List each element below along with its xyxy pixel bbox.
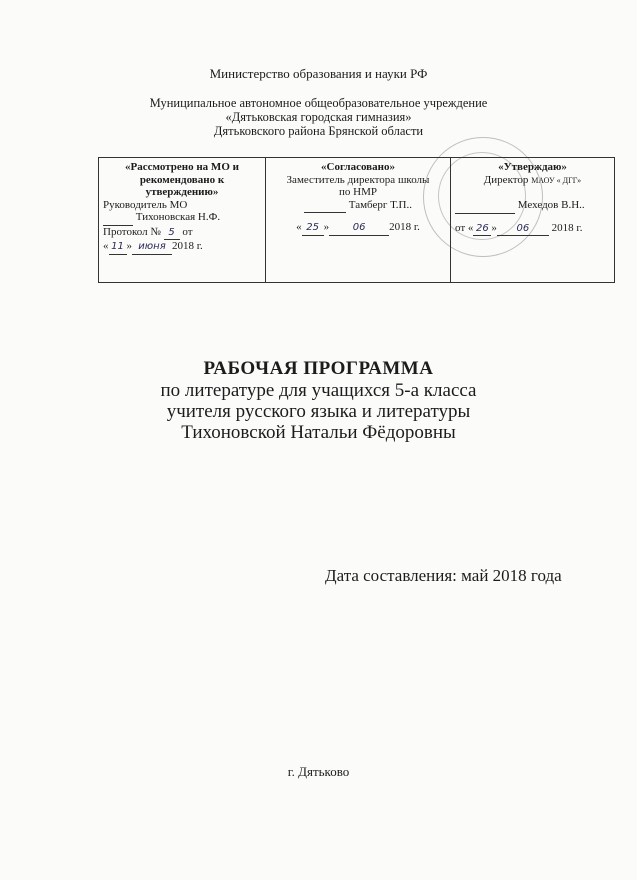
date-day: 11 [109, 241, 127, 255]
date-year: 2018 г. [172, 240, 203, 252]
approved-signature-line [455, 199, 610, 214]
compile-date: Дата составления: май 2018 года [325, 566, 562, 585]
institution-line: «Дятьковская городская гимназия» [225, 110, 412, 124]
approved-role-line [455, 174, 610, 188]
agreed-name: Тамберг Т.П.. [348, 198, 412, 211]
approved-role: Директор [483, 173, 529, 186]
protocol-label: Протокол № [103, 225, 161, 238]
date-year: 2018 г. [551, 221, 583, 234]
approved-name: Мехедов В.Н.. [517, 199, 585, 211]
date-month: июня [132, 241, 172, 255]
subtitle-line: учителя русского языка и литературы [166, 401, 471, 422]
document-title: РАБОЧАЯ ПРОГРАММА [203, 358, 434, 379]
agreed-title: «Согласовано» [321, 161, 395, 173]
agreed-date-line: « 25 » 06 2018 г. [270, 221, 446, 236]
protocol-suffix: от [182, 225, 193, 238]
document-subtitle [0, 380, 637, 443]
protocol-number: 5 [164, 227, 180, 241]
considered-name: Тихоновская Н.Ф. [135, 211, 221, 223]
ministry-name: Министерство образования и науки РФ [209, 66, 428, 81]
institution-line: Дятьковского района Брянской области [213, 124, 424, 138]
approval-table [98, 157, 615, 283]
institution-line: Муниципальное автономное общеобразовательное учреждение [149, 96, 488, 110]
subtitle-line: Тихоновской Натальи Фёдоровны [181, 422, 456, 443]
agreed-role: Заместитель директора школы [286, 173, 430, 186]
date-prefix: от « [455, 221, 474, 234]
approved-title: «Утверждаю» [498, 161, 567, 173]
considered-role: Руководитель МО [103, 198, 188, 211]
institution-name [0, 96, 637, 138]
subtitle-line: по литературе для учащихся 5-а класса [160, 380, 477, 401]
considered-role-line [103, 199, 261, 212]
approved-date-line: от « 26 » 06 2018 г. [455, 222, 610, 237]
date-month: 06 [329, 222, 389, 236]
considered-date-line: « 11 » июня 2018 г. [103, 240, 261, 255]
date-year: 2018 г. [389, 221, 420, 233]
agreed-cell [266, 158, 451, 283]
signature [304, 200, 346, 214]
date-day: 25 [302, 222, 324, 236]
city-name: г. Дятьково [287, 764, 350, 779]
date-month: 06 [497, 223, 549, 237]
approved-org: МАОУ « ДГГ» [531, 175, 582, 185]
date-day: 26 [473, 223, 491, 237]
signature [103, 212, 133, 226]
agreed-role-2: по НМР [339, 186, 377, 198]
protocol-line [103, 226, 261, 241]
considered-cell [99, 158, 266, 283]
considered-title: «Рассмотрено на МО и рекомендовано к утверждению» [125, 161, 239, 198]
considered-signature-line [103, 211, 261, 226]
approved-cell [451, 158, 615, 283]
signature [455, 200, 515, 214]
agreed-signature-line [270, 199, 446, 214]
